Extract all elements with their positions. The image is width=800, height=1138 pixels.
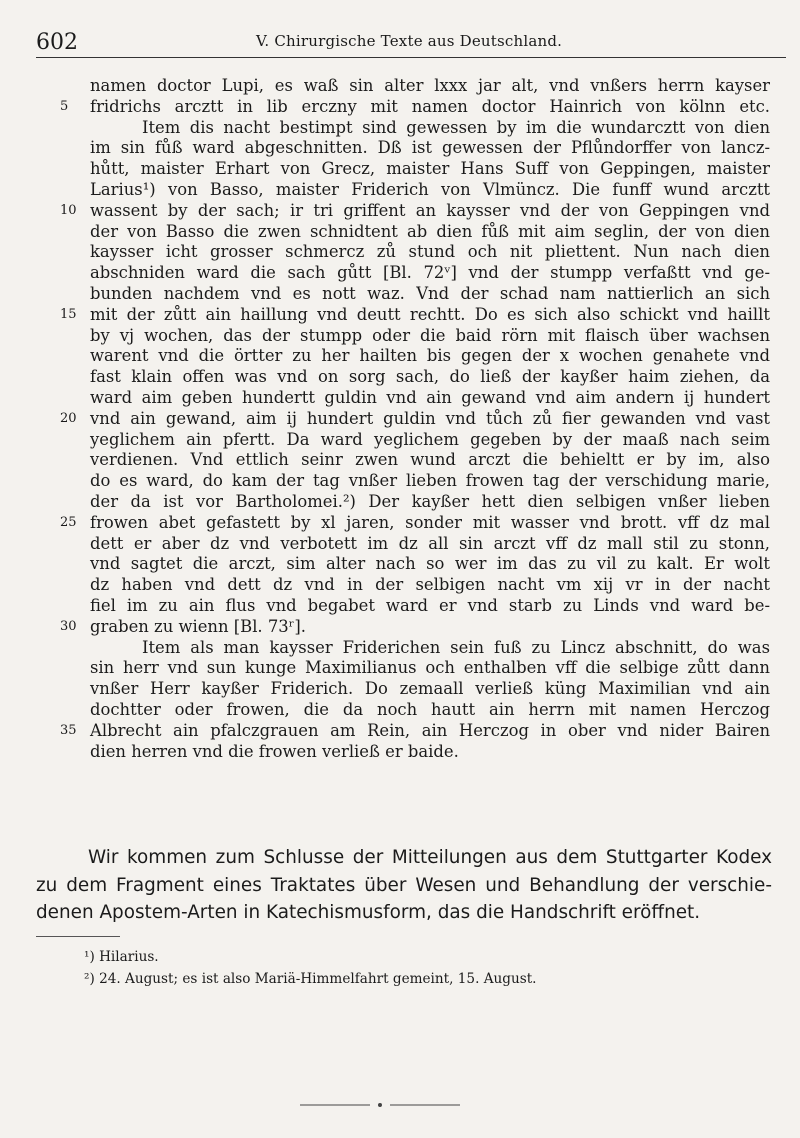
text-line: [90, 388, 770, 409]
line-number: 35: [60, 722, 77, 738]
text-line: [90, 222, 770, 243]
text-line: [90, 138, 770, 159]
line-text: Item dis nacht bestimpt sind gewessen by im die wundarcztt von dien: [142, 117, 770, 137]
text-line: [90, 346, 770, 367]
text-line: [60, 200, 770, 222]
text-line: [90, 430, 770, 451]
text-line: [90, 700, 770, 721]
text-line: [60, 304, 770, 326]
page-header: [36, 26, 764, 54]
line-text: vnd ain gewand, aim ij hundert guldin vnd tůch zů fier gewanden vnd vast: [90, 408, 770, 428]
line-number: 10: [60, 202, 77, 218]
line-text: Larius¹) von Basso, maister Friderich von Vlmüncz. Die funff wund arcztt: [90, 179, 770, 199]
text-line: [90, 679, 770, 700]
line-text: Albrecht ain pfalczgrauen am Rein, ain Herczog in ober vnd nider Bairen: [90, 720, 770, 740]
text-line: [90, 492, 770, 513]
footnote-rule: [36, 936, 120, 937]
line-text: sin herr vnd sun kunge Maximilianus och enthalben vff die selbige zůtt dann: [90, 658, 770, 678]
line-text: kaysser icht grosser schmercz zů stund och nit pliettent. Nun nach dien: [90, 242, 770, 262]
line-number: 5: [60, 98, 69, 114]
text-line: [60, 408, 770, 430]
text-line: [90, 658, 770, 679]
line-text: hůtt, maister Erhart von Grecz, maister Hans Suff von Geppingen, maister: [90, 159, 770, 179]
text-line: [90, 742, 770, 763]
line-text: wassent by der sach; ir tri griffent an kaysser vnd der von Geppingen vnd: [90, 200, 770, 220]
closing-line: zu dem Fragment eines Traktates über Wesen und Behandlung der verschie-: [36, 874, 772, 896]
text-line: [60, 96, 770, 118]
text-line: [90, 242, 770, 263]
text-line: [90, 263, 770, 284]
line-text: bunden nachdem vnd es nott waz. Vnd der schad nam nattierlich an sich: [90, 283, 770, 303]
line-text: der von Basso die zwen schnidtent ab dien fůß mit aim seglin, der von dien: [90, 221, 770, 241]
text-line: [90, 284, 770, 305]
page-number: 602: [36, 30, 78, 55]
footnotes: [84, 946, 537, 990]
line-text: yeglichem ain pfertt. Da ward yeglichem gegeben by der maaß nach seim: [90, 429, 770, 449]
line-text: Item als man kaysser Friderichen sein fuß zu Lincz abschnitt, do was: [142, 637, 770, 657]
line-text: by vj wochen, das der stumpp oder die baid rörn mit flaisch über wachsen: [90, 325, 770, 345]
line-number: 15: [60, 306, 77, 322]
line-text: vnßer Herr kayßer Friderich. Do zemaall verließ küng Maximilian vnd ain: [90, 679, 770, 699]
closing-line: denen Apostem-Arten in Katechismusform, das die Handschrift eröffnet.: [36, 902, 701, 923]
end-ornament: [300, 1100, 460, 1110]
footnote: ²) 24. August; es ist also Mariä-Himmelfahrt gemeint, 15. August.: [84, 971, 537, 987]
text-line: [90, 159, 770, 180]
line-text: warent vnd die örtter zu her hailten bis gegen der x wochen genahete vnd: [90, 346, 770, 366]
line-text: dz haben vnd dett dz vnd in der selbigen nacht vm xij vr in der nacht: [90, 575, 770, 595]
line-text: dien herren vnd die frowen verließ er baide.: [90, 741, 459, 761]
line-number: 30: [60, 618, 77, 634]
line-text: im sin fůß ward abgeschnitten. Dß ist gewessen der Pflůndorffer von lancz-: [90, 138, 770, 158]
text-line: [90, 534, 770, 555]
line-text: mit der zůtt ain haillung vnd deutt rechtt. Do es sich also schickt vnd haillt: [90, 304, 770, 324]
line-number: 25: [60, 514, 77, 530]
closing-paragraph: [36, 844, 772, 927]
line-text: ward aim geben hundertt guldin vnd ain gewand vnd aim andern ij hundert: [90, 387, 770, 407]
line-text: frowen abet gefastett by xl jaren, sonder mit wasser vnd brott. vff dz mal: [90, 512, 770, 532]
closing-line: Wir kommen zum Schlusse der Mitteilungen aus dem Stuttgarter Kodex: [88, 847, 772, 868]
text-line: [90, 554, 770, 575]
text-line: [60, 512, 770, 534]
header-rule: [36, 57, 786, 58]
text-line: [90, 367, 770, 388]
text-line: [90, 471, 770, 492]
line-text: fast klain offen was vnd on sorg sach, do ließ der kayßer haim ziehen, da: [90, 367, 770, 387]
line-number: 20: [60, 410, 77, 426]
line-text: dochtter oder frowen, die da noch hautt ain herrn mit namen Herczog: [90, 699, 770, 719]
footnote: ¹) Hilarius.: [84, 949, 159, 965]
line-text: abschniden ward die sach gůtt [Bl. 72ᵛ] vnd der stumpp verfaßtt vnd ge-: [90, 263, 770, 283]
line-text: dett er aber dz vnd verbotett im dz all sin arczt vff dz mall stil zu stonn,: [90, 533, 770, 553]
text-line: [60, 616, 770, 638]
line-text: der da ist vor Bartholomei.²) Der kayßer hett dien selbigen vnßer lieben: [90, 491, 770, 511]
text-line: [90, 180, 770, 201]
text-line: [90, 450, 770, 471]
line-text: graben zu wienn [Bl. 73ʳ].: [90, 616, 307, 636]
line-text: fiel im zu ain flus vnd begabet ward er vnd starb zu Linds vnd ward be-: [90, 595, 770, 615]
line-text: verdienen. Vnd ettlich seinr zwen wund arczt die behieltt er by im, also: [90, 450, 770, 470]
text-line: [90, 638, 770, 659]
text-line: [90, 118, 770, 139]
text-line: [90, 596, 770, 617]
running-title: V. Chirurgische Texte aus Deutschland.: [256, 32, 563, 50]
text-line: [60, 720, 770, 742]
line-text: vnd sagtet die arczt, sim alter nach so wer im das zu vil zu kalt. Er wolt: [90, 554, 770, 574]
text-line: [90, 76, 770, 97]
text-line: [90, 575, 770, 596]
main-text-block: [60, 76, 770, 762]
line-text: namen doctor Lupi, es waß sin alter lxxx jar alt, vnd vnßers herrn kayser: [90, 76, 770, 95]
line-text: do es ward, do kam der tag vnßer lieben frowen tag der verschidung marie,: [90, 471, 770, 491]
line-text: fridrichs arcztt in lib erczny mit namen doctor Hainrich von kölnn etc.: [90, 96, 770, 116]
text-line: [90, 326, 770, 347]
